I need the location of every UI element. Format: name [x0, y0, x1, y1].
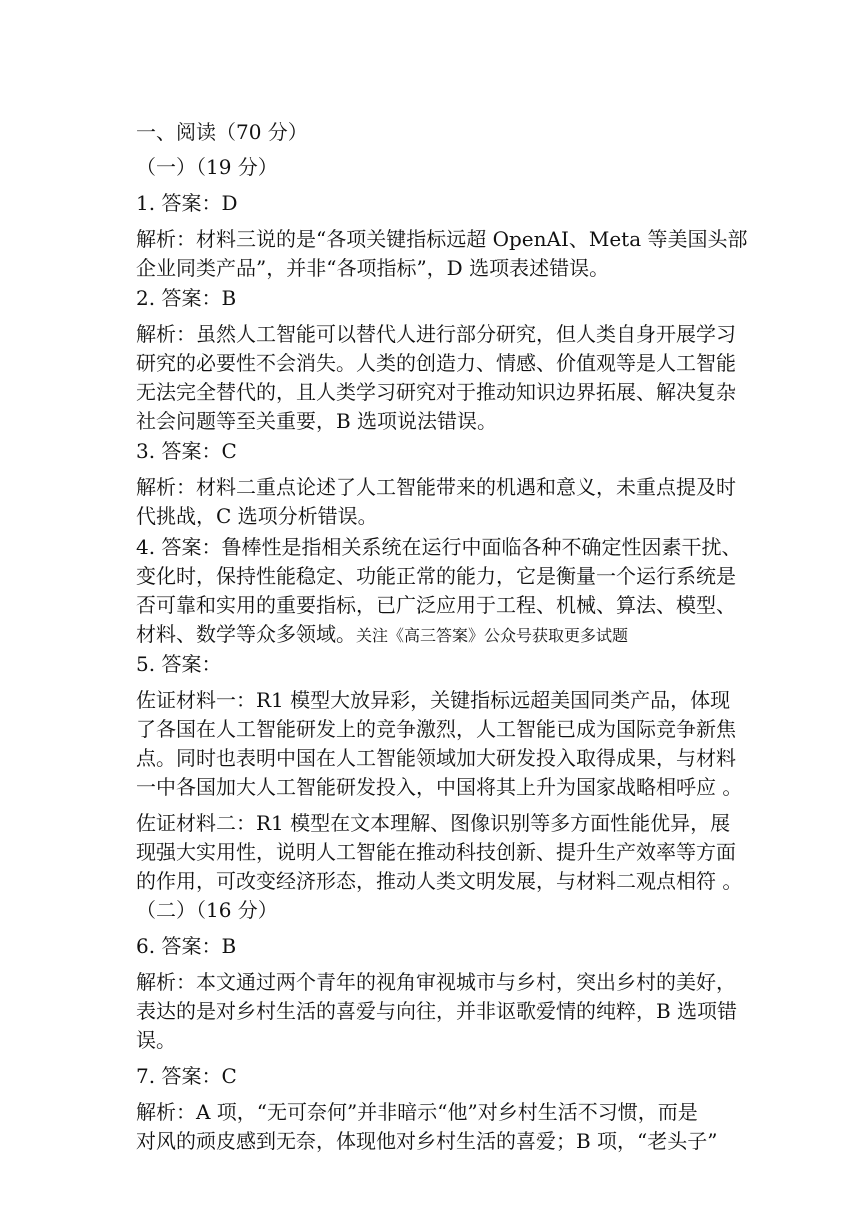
evidence-2-line-3: 的作用，可改变经济形态，推动人类文明发展，与材料二观点相符 。: [136, 869, 743, 893]
analysis-2-line-3: 无法完全替代的，且人类学习研究对于推动知识边界拓展、解决复杂: [136, 380, 736, 404]
answer-5: 5. 答案：: [136, 652, 222, 676]
evidence-1-line-3: 点。同时也表明中国在人工智能领域加大研发投入取得成果，与材料: [136, 746, 736, 770]
analysis-2-line-1: 解析：虽然人工智能可以替代人进行部分研究，但人类自身开展学习: [136, 322, 736, 346]
answer-4-line-1: 4. 答案：鲁棒性是指相关系统在运行中面临各种不确定性因素干扰、: [136, 535, 742, 559]
analysis-6-line-2: 表达的是对乡村生活的喜爱与向往，并非讴歌爱情的纯粹，B 选项错: [136, 999, 738, 1023]
answer-7: 7. 答案：C: [136, 1064, 237, 1088]
analysis-7-line-1: 解析：A 项，“无可奈何”并非暗示“他”对乡村生活不习惯，而是: [136, 1100, 698, 1124]
analysis-3-line-2: 代挑战，C 选项分析错误。: [136, 504, 378, 528]
answer-3: 3. 答案：C: [136, 439, 237, 463]
analysis-6-line-3: 误。: [136, 1028, 176, 1052]
answer-4-line-4-text: 材料、数学等众多领域。: [136, 622, 356, 646]
evidence-1-line-2: 了各国在人工智能研发上的竞争激烈，人工智能已成为国际竞争新焦: [136, 717, 736, 741]
evidence-1-line-4: 一中各国加大人工智能研发投入，中国将其上升为国家战略相呼应 。: [136, 775, 743, 799]
analysis-1-line-1: 解析：材料三说的是“各项关键指标远超 OpenAI、Meta 等美国头部: [136, 227, 748, 251]
answer-4-line-3: 否可靠和实用的重要指标，已广泛应用于工程、机械、算法、模型、: [136, 593, 736, 617]
subsection-heading-2: （二）（16 分）: [136, 898, 278, 922]
evidence-1-line-1: 佐证材料一：R1 模型大放异彩，关键指标远超美国同类产品，体现: [136, 688, 731, 712]
evidence-2-line-1: 佐证材料二：R1 模型在文本理解、图像识别等多方面性能优异，展: [136, 811, 731, 835]
analysis-2-line-4: 社会问题等至关重要，B 选项说法错误。: [136, 409, 498, 433]
answer-1: 1. 答案：D: [136, 191, 238, 215]
answer-4-line-4: [136, 620, 628, 648]
answer-4-line-2: 变化时，保持性能稳定、功能正常的能力，它是衡量一个运行系统是: [136, 564, 736, 588]
answer-6: 6. 答案：B: [136, 934, 237, 958]
analysis-2-line-2: 研究的必要性不会消失。人类的创造力、情感、价值观等是人工智能: [136, 351, 736, 375]
analysis-1-line-2: 企业同类产品”，并非“各项指标”，D 选项表述错误。: [136, 256, 610, 280]
answer-2: 2. 答案：B: [136, 286, 237, 310]
analysis-6-line-1: 解析：本文通过两个青年的视角审视城市与乡村，突出乡村的美好，: [136, 970, 736, 994]
analysis-7-line-2: 对风的顽皮感到无奈，体现他对乡村生活的喜爱；B 项，“老头子”: [136, 1129, 718, 1153]
section-heading-reading: 一、阅读（70 分）: [136, 120, 308, 144]
analysis-3-line-1: 解析：材料二重点论述了人工智能带来的机遇和意义，未重点提及时: [136, 475, 736, 499]
subsection-heading-1: （一）（19 分）: [136, 155, 278, 179]
promo-note: 关注《高三答案》公众号获取更多试题: [356, 626, 629, 645]
evidence-2-line-2: 现强大实用性，说明人工智能在推动科技创新、提升生产效率等方面: [136, 840, 736, 864]
